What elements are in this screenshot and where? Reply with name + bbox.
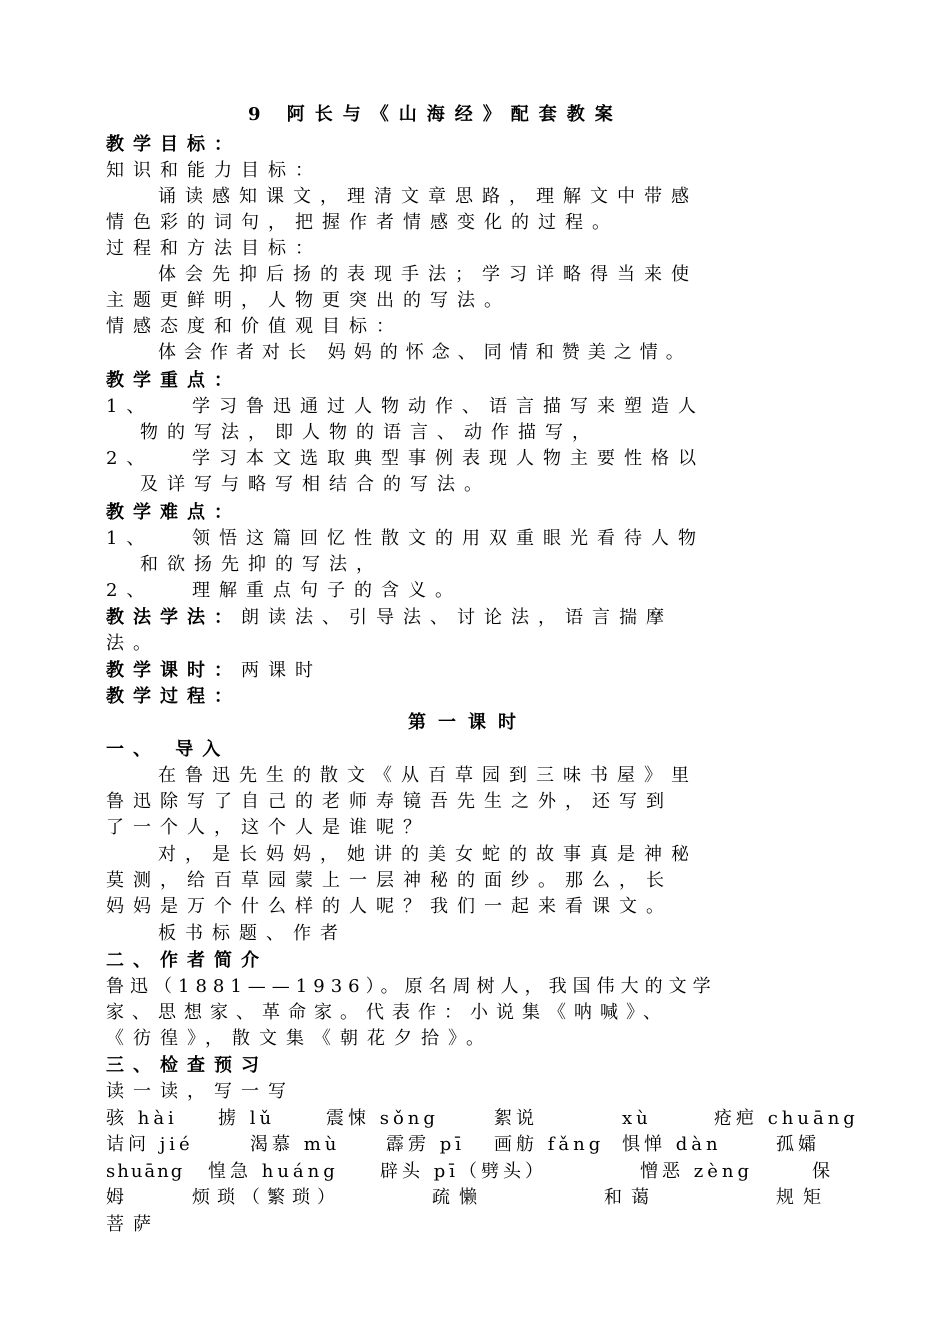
vocab-item: 渴慕 mù	[250, 1134, 341, 1155]
difficulty-1-num: 1、	[106, 528, 154, 549]
key-point-1-line-1: 学习鲁迅通过人物动作、语言描写来塑造人	[192, 396, 705, 417]
vocab-item: 孤孀	[776, 1134, 820, 1155]
vocab-item: 骇 hài	[106, 1108, 178, 1129]
knowledge-text-1: 诵读感知课文，理清文章思路，理解文中带感	[158, 186, 698, 207]
vocab-item: 烦琐（繁琐）	[192, 1187, 342, 1208]
section-1-p1-line-2: 鲁迅除写了自己的老师寿镜吾先生之外，还写到	[106, 791, 673, 812]
section-2-heading: 二、作者简介	[106, 950, 268, 971]
periods-line	[106, 660, 322, 682]
difficulty-2-num: 2、	[106, 580, 154, 601]
key-point-1-num: 1、	[106, 396, 154, 417]
section-3-intro: 读一读，写一写	[106, 1081, 295, 1102]
vocab-item: 保	[812, 1161, 839, 1182]
methods-text-1: 朗读法、引导法、讨论法，语言揣摩	[241, 607, 673, 628]
section-1-p2-line-2: 莫测，给百草园蒙上一层神秘的面纱。那么，长	[106, 870, 673, 891]
difficulty-1-line-2: 和欲扬先抑的写法，	[140, 554, 383, 575]
periods-label: 教学课时：	[106, 660, 241, 681]
emotion-text: 体会作者对长 妈妈的怀念、同情和赞美之情。	[158, 342, 692, 363]
section-1-p2-line-3: 妈妈是万个什么样的人呢？我们一起来看课文。	[106, 896, 673, 917]
vocab-item: 规矩	[776, 1187, 830, 1208]
section-1-heading: 一、 导入	[106, 739, 230, 760]
process-text-2: 主题更鲜明，人物更突出的写法。	[106, 290, 511, 311]
vocab-item: 疏懒	[432, 1187, 486, 1208]
vocab-item: 诘问 jié	[106, 1134, 194, 1155]
vocab-item: 和蔼	[604, 1187, 658, 1208]
vocab-item: 絮说	[494, 1108, 538, 1129]
vocab-item: 震悚 sǒng	[326, 1108, 439, 1129]
vocab-item: xù	[622, 1108, 652, 1129]
section-1-p3: 板书标题、作者	[158, 923, 347, 944]
vocab-item: 霹雳 pī	[386, 1134, 466, 1155]
process-label: 过程和方法目标：	[106, 238, 322, 259]
section-3-heading: 三、检查预习	[106, 1055, 268, 1076]
process-heading: 教学过程：	[106, 686, 241, 707]
periods-text: 两课时	[241, 660, 322, 681]
knowledge-label: 知识和能力目标：	[106, 160, 322, 181]
methods-text-2: 法。	[106, 633, 160, 654]
lesson-heading: 第一课时	[408, 712, 528, 733]
vocab-item: 憎恶 zèng	[640, 1161, 753, 1182]
objectives-heading: 教学目标：	[106, 134, 241, 155]
key-point-1-line-2: 物的写法，即人物的语言、动作描写，	[140, 422, 599, 443]
vocab-item: 惧惮 dàn	[622, 1134, 722, 1155]
key-point-2-line-1: 学习本文选取典型事例表现人物主要性格以	[192, 448, 705, 469]
key-point-2-num: 2、	[106, 448, 154, 469]
vocab-item: 姆	[106, 1187, 133, 1208]
methods-label: 教法学法：	[106, 607, 241, 628]
process-text-1: 体会先抑后扬的表现手法；学习详略得当来使	[158, 264, 698, 285]
difficulties-heading: 教学难点：	[106, 502, 241, 523]
section-1-p2-line-1: 对，是长妈妈，她讲的美女蛇的故事真是神秘	[158, 844, 698, 865]
difficulty-2-line-1: 理解重点句子的含义。	[192, 580, 462, 601]
document-title: 9 阿长与《山海经》配套教案	[248, 104, 623, 125]
section-1-p1-line-1: 在鲁迅先生的散文《从百草园到三味书屋》里	[158, 765, 698, 786]
vocab-item: shuāng	[106, 1161, 185, 1182]
knowledge-text-2: 情色彩的词句，把握作者情感变化的过程。	[106, 212, 619, 233]
emotion-label: 情感态度和价值观目标：	[106, 316, 403, 337]
section-2-line-3: 《彷徨》，散文集《朝花夕拾》。	[106, 1028, 493, 1049]
section-2-line-1: 鲁迅（1881——1936）。原名周树人，我国伟大的文学	[106, 976, 717, 997]
vocab-item: 菩萨	[106, 1214, 160, 1235]
vocab-item: 疮疤 chuāng	[714, 1108, 859, 1129]
vocab-item: 辟头 pī（劈头）	[380, 1161, 548, 1182]
vocab-item: 惶急 huáng	[208, 1161, 339, 1182]
vocab-item: 画舫 fǎng	[494, 1134, 605, 1155]
key-points-heading: 教学重点：	[106, 370, 241, 391]
methods-line	[106, 607, 673, 629]
key-point-2-line-2: 及详写与略写相结合的写法。	[140, 474, 491, 495]
vocab-item: 掳 lǔ	[218, 1108, 276, 1129]
difficulty-1-line-1: 领悟这篇回忆性散文的用双重眼光看待人物	[192, 528, 705, 549]
section-2-line-2: 家、思想家、革命家。代表作：小说集《呐喊》、	[106, 1002, 669, 1023]
section-1-p1-line-3: 了一个人，这个人是谁呢？	[106, 817, 430, 838]
